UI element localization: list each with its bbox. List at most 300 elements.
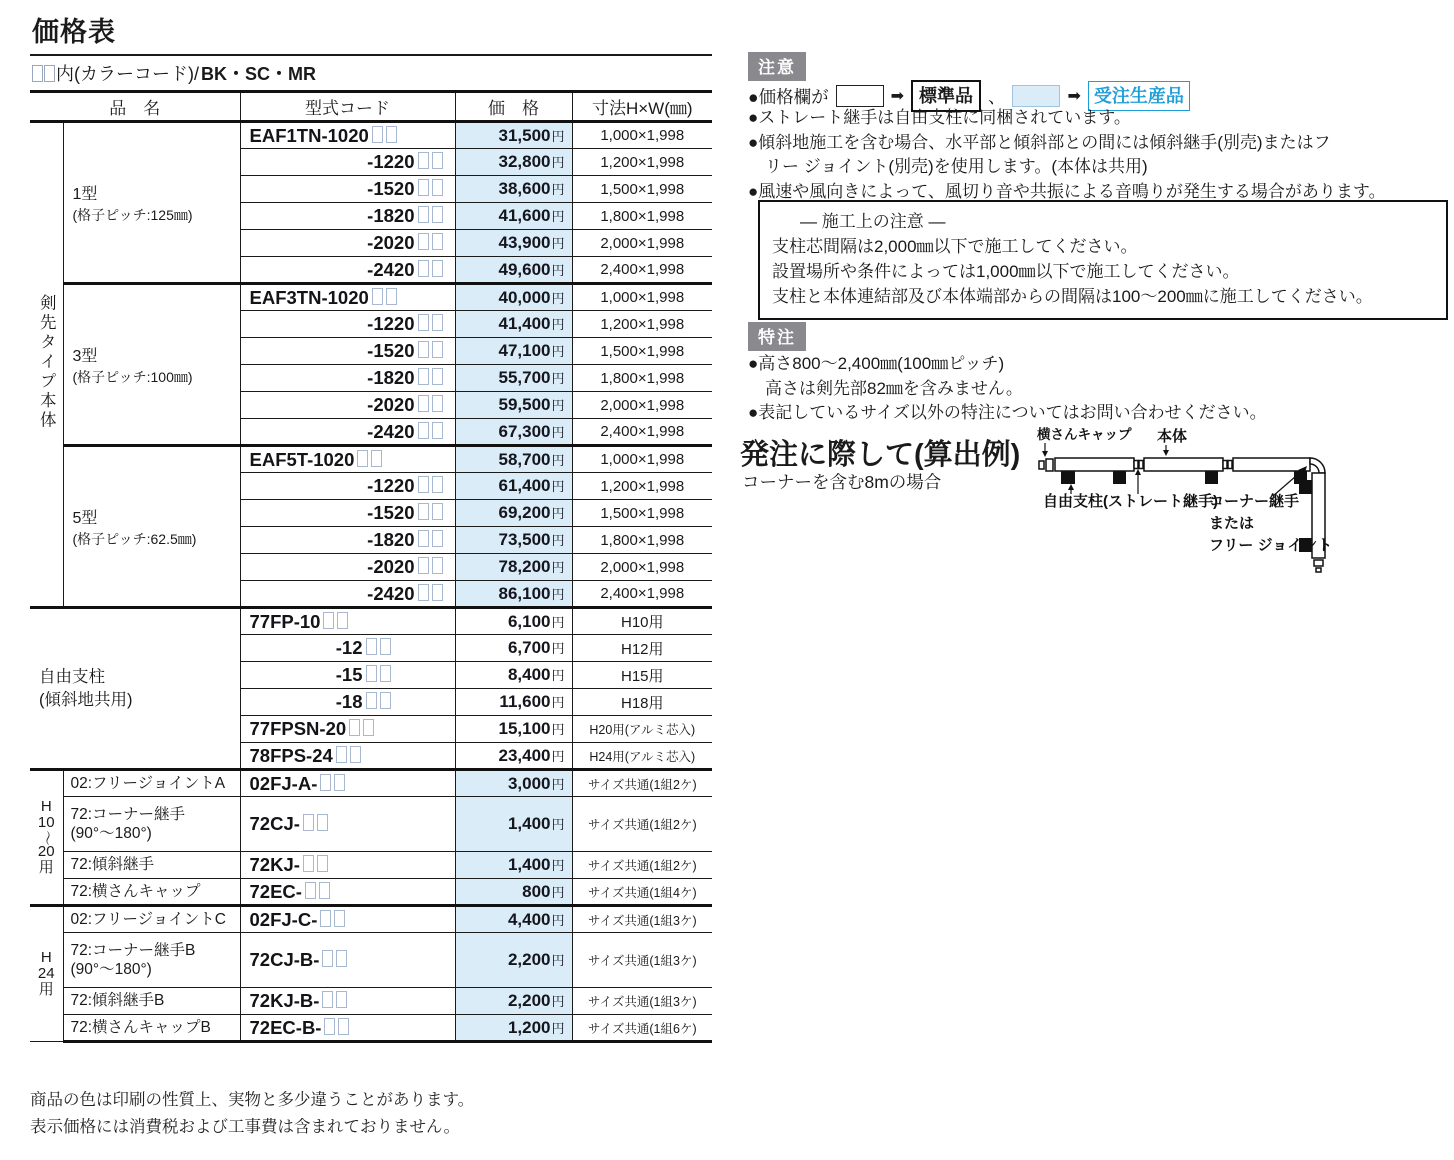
yen-suffix: 円 [551, 128, 565, 144]
price-cell [455, 527, 572, 554]
color-code-placeholder-icon [432, 233, 443, 250]
price-cell [455, 257, 572, 284]
price-value: 8,400 [507, 665, 551, 684]
price-value: 800 [522, 881, 551, 901]
product-name-cell: 72:横さんキャップB [63, 1015, 240, 1042]
construction-box-title: ― 施工上の注意 ― [800, 212, 946, 231]
model-code-cell [240, 554, 455, 581]
body-label: 本体 [1157, 428, 1188, 445]
notice-bullet: ●傾斜地施工を含む場合、水平部と傾斜部との間には傾斜継手(別売)またはフ [748, 132, 1331, 152]
color-code-placeholder-icon [319, 882, 330, 899]
table-row [30, 852, 712, 879]
model-code-cell [240, 500, 455, 527]
color-code-placeholder-icon [366, 692, 377, 709]
yen-suffix: 円 [551, 262, 565, 278]
price-value: 1,200 [507, 1017, 551, 1037]
price-cell [455, 392, 572, 419]
model-code-cell [240, 716, 455, 743]
price-value: 32,800 [498, 152, 551, 171]
model-code-cell [240, 689, 455, 716]
yen-suffix: 円 [551, 641, 565, 656]
color-code-placeholder-icon [432, 314, 443, 331]
price-value: 78,200 [498, 557, 551, 576]
model-code-text: 72CJ-B- [249, 949, 320, 970]
color-code-placeholder-icon [350, 746, 361, 763]
model-code-text: -2420 [367, 258, 415, 280]
yen-suffix: 円 [551, 290, 565, 306]
color-code-placeholder-icon [320, 774, 331, 791]
price-value: 11,600 [499, 692, 551, 711]
color-code-placeholder-icon [418, 314, 429, 331]
dimension-cell: 1,800×1,998 [572, 365, 712, 392]
price-value: 61,400 [498, 476, 551, 495]
footer-note: 表示価格には消費税および工事費は含まれておりません。 [30, 1118, 460, 1136]
price-value: 15,100 [498, 719, 551, 738]
price-value: 58,700 [498, 449, 551, 469]
yen-suffix: 円 [551, 668, 565, 683]
color-code-placeholder-icon [305, 882, 316, 899]
model-code-text: -2020 [367, 394, 415, 415]
notice-bullet: ●ストレート継手は自由支柱に同梱されています。 [748, 108, 1131, 127]
color-code-placeholder-icon [338, 1018, 349, 1035]
dimension-cell: 1,200×1,998 [572, 149, 712, 176]
group-label-part: 10 [37, 814, 55, 832]
model-code-cell [240, 392, 455, 419]
price-cell [455, 176, 572, 203]
color-code-placeholder-icon [432, 476, 443, 493]
price-cell [455, 797, 572, 852]
model-code-text: -2420 [367, 420, 415, 442]
yen-suffix: 円 [551, 722, 565, 737]
construction-notice-box [758, 200, 1448, 320]
table-row [30, 446, 712, 473]
price-cell [455, 419, 572, 446]
color-code-placeholder-icon [303, 814, 314, 831]
dimension-cell: 1,000×1,998 [572, 122, 712, 149]
color-code-placeholder-icon [418, 557, 429, 574]
color-code-placeholder-icon [380, 692, 391, 709]
subgroup-name: 1型 [72, 185, 98, 203]
price-value: 2,200 [507, 991, 551, 1010]
construction-line: 支柱と本体連結部及び本体端部からの間隔は100〜200㎜に施工してください。 [772, 287, 1373, 306]
group-label: 剣先タイプ本体 [37, 293, 56, 431]
table-row [30, 770, 712, 797]
model-code-text: 72CJ- [249, 813, 300, 834]
dimension-cell: サイズ共通(1組4ケ) [572, 879, 712, 906]
notice-bullet-cont: リー ジョイント(別売)を使用します。(本体は共用) [765, 157, 1148, 176]
color-code-placeholder-icon [432, 395, 443, 412]
yen-suffix: 円 [551, 317, 565, 332]
group-cell-kensaki [30, 122, 63, 608]
price-value: 3,000 [507, 773, 551, 793]
color-code-placeholder-icon [418, 260, 429, 277]
product-name: 72:コーナー継手B [70, 941, 196, 959]
color-code-placeholder-icon [322, 950, 333, 967]
product-name: 72:コーナー継手 [70, 805, 186, 823]
blue-price-box-icon [1012, 85, 1060, 107]
yen-suffix: 円 [551, 748, 565, 764]
model-code-cell [240, 527, 455, 554]
price-cell [455, 906, 572, 933]
color-code-placeholder-icon [366, 665, 377, 682]
color-code-placeholder-icon [372, 126, 383, 143]
price-value: 23,400 [498, 745, 551, 765]
color-code-placeholder-icon [372, 288, 383, 305]
model-code-cell [240, 662, 455, 689]
corner-joint [1310, 458, 1325, 473]
price-value: 49,600 [498, 259, 551, 279]
custom-order-section-label: 特注 [748, 322, 806, 351]
construction-line: 設置場所や条件によっては1,000㎜以下で施工してください。 [772, 262, 1240, 281]
dimension-cell: 1,200×1,998 [572, 311, 712, 338]
price-cell [455, 662, 572, 689]
post-label: 自由支柱(ストレート継手) [1043, 493, 1218, 510]
model-code-cell [240, 176, 455, 203]
ordering-section-subtitle: コーナーを含む8mの場合 [742, 472, 942, 492]
model-code-cell [240, 419, 455, 446]
price-value: 41,600 [498, 206, 551, 225]
price-cell [455, 230, 572, 257]
price-value: 4,400 [507, 909, 551, 929]
color-code-placeholder-icon [432, 341, 443, 358]
yen-suffix: 円 [551, 884, 565, 900]
right-arrow-icon: ➡ [1067, 88, 1081, 105]
price-cell [455, 122, 572, 149]
yen-suffix: 円 [551, 953, 565, 968]
straight-joint [1139, 461, 1143, 469]
dimension-cell: 1,000×1,998 [572, 446, 712, 473]
price-cell [455, 716, 572, 743]
product-name-cell: 72:傾斜継手 [63, 852, 240, 879]
made-to-order-badge: 受注生産品 [1088, 81, 1190, 111]
product-name-cell: 02:フリージョイントC [63, 906, 240, 933]
price-value: 38,600 [498, 179, 551, 198]
model-code-cell [240, 203, 455, 230]
model-code-cell [240, 122, 455, 149]
model-code-text: 02FJ-A- [249, 772, 318, 794]
color-code-placeholder-icon [380, 638, 391, 655]
yen-suffix: 円 [551, 452, 565, 468]
model-code-cell [240, 1015, 455, 1042]
color-code-placeholder-icon [336, 746, 347, 763]
price-value: 67,300 [498, 421, 551, 441]
group-label-part: 20 [37, 842, 55, 860]
model-code-text: 72KJ- [249, 854, 300, 875]
color-code-placeholder-icon [386, 288, 397, 305]
color-code-placeholder-icon [418, 179, 429, 196]
price-cell [455, 635, 572, 662]
group-name-2: (傾斜地共用) [39, 690, 133, 709]
color-code-placeholder-icon [336, 991, 347, 1008]
color-code-placeholder-icon [366, 638, 377, 655]
model-code-cell [240, 257, 455, 284]
color-code-placeholder-icon [418, 503, 429, 520]
col-header-code: 型式コード [240, 93, 455, 122]
yen-suffix: 円 [551, 614, 565, 630]
model-code-cell [240, 365, 455, 392]
group-cell-h24 [30, 906, 63, 1042]
notice-bullet: ●風速や風向きによって、風切り音や共振による音鳴りが発生する場合があります。 [748, 181, 1386, 201]
dimension-cell: H18用 [572, 689, 712, 716]
color-code-placeholder-icon [432, 260, 443, 277]
model-code-cell [240, 284, 455, 311]
dimension-cell: 2,000×1,998 [572, 230, 712, 257]
color-code-placeholder-icon [386, 126, 397, 143]
end-cap-shape [1314, 560, 1323, 566]
dimension-cell: 1,800×1,998 [572, 203, 712, 230]
price-value: 43,900 [498, 233, 551, 252]
yen-suffix: 円 [551, 586, 565, 602]
yen-suffix: 円 [551, 533, 565, 548]
free-post [1299, 480, 1312, 494]
dimension-cell: H20用(アルミ芯入) [572, 716, 712, 743]
color-code-placeholder-icon [317, 855, 328, 872]
model-code-text: 72EC- [249, 880, 302, 902]
group-label-part: H [40, 798, 52, 816]
color-code-placeholder-icon [324, 1018, 335, 1035]
color-code-placeholder-icon [32, 65, 43, 82]
color-code-placeholder-icon [357, 450, 368, 467]
ordering-section-title: 発注に際して(算出例) [740, 439, 1021, 471]
corner-label-line3: フリー ジョイント [1209, 537, 1333, 554]
dimension-cell: サイズ共通(1組3ケ) [572, 933, 712, 988]
price-value: 86,100 [498, 583, 551, 603]
subgroup-pitch: (格子ピッチ:125㎜) [72, 206, 193, 223]
price-value: 41,400 [498, 314, 551, 333]
table-row [30, 122, 712, 149]
dimension-cell: 1,200×1,998 [572, 473, 712, 500]
dimension-cell: サイズ共通(1組6ケ) [572, 1015, 712, 1042]
footer-note: 商品の色は印刷の性質上、実物と多少違うことがあります。 [30, 1091, 475, 1109]
table-row [30, 284, 712, 311]
yen-suffix: 円 [551, 858, 565, 873]
model-code-cell [240, 581, 455, 608]
corner-label-line2: または [1209, 515, 1255, 532]
end-cap-shape [1039, 461, 1044, 469]
color-code-placeholder-icon [363, 719, 374, 736]
fence-panel [1144, 458, 1223, 471]
color-code-placeholder-icon [320, 910, 331, 927]
yen-suffix: 円 [551, 236, 565, 251]
yen-suffix: 円 [551, 817, 565, 832]
fence-run-horizontal [1039, 458, 1310, 484]
price-cell [455, 581, 572, 608]
ordering-example-diagram [1033, 426, 1345, 578]
model-code-text: -1220 [367, 475, 415, 496]
model-code-text: -1520 [367, 340, 415, 361]
color-code-placeholder-icon [322, 991, 333, 1008]
model-code-text: -1520 [367, 502, 415, 523]
pointer-arrow [1163, 445, 1169, 456]
price-value: 1,400 [507, 814, 551, 833]
price-value: 2,200 [507, 950, 551, 969]
yen-suffix: 円 [551, 398, 565, 413]
fence-panel [1055, 458, 1134, 471]
model-code-text: -1820 [367, 529, 415, 550]
yen-suffix: 円 [551, 994, 565, 1009]
dimension-cell: H12用 [572, 635, 712, 662]
price-table [30, 93, 712, 1043]
price-cell [455, 500, 572, 527]
model-code-text: -1820 [367, 367, 415, 388]
dimension-cell: 2,000×1,998 [572, 392, 712, 419]
free-post [1061, 471, 1075, 484]
color-code-placeholder-icon [418, 152, 429, 169]
price-cell [455, 149, 572, 176]
header-row [30, 93, 712, 122]
color-code-placeholder-icon [349, 719, 360, 736]
model-code-cell [240, 473, 455, 500]
price-value: 59,500 [498, 395, 551, 414]
table-row [30, 797, 712, 852]
dimension-cell: 1,000×1,998 [572, 284, 712, 311]
product-name-cell: 72:傾斜継手B [63, 988, 240, 1015]
dimension-cell: 2,400×1,998 [572, 581, 712, 608]
product-name-cell: 72:横さんキャップ [63, 879, 240, 906]
model-code-text: 78FPS-24 [249, 744, 333, 766]
model-code-cell [240, 933, 455, 988]
custom-order-line: ●高さ800〜2,400㎜(100㎜ピッチ) [748, 354, 1005, 373]
dimension-cell: H15用 [572, 662, 712, 689]
model-code-text: 77FP-10 [249, 610, 321, 632]
subgroup-cell-type5 [63, 446, 240, 608]
group-label-part: H [40, 948, 52, 966]
standard-product-badge: 標準品 [911, 80, 981, 112]
free-post [1205, 471, 1218, 484]
product-name-2: (90°〜180°) [70, 961, 152, 978]
table-row [30, 933, 712, 988]
col-header-price: 価 格 [455, 93, 572, 122]
price-value: 31,500 [498, 125, 551, 145]
fence-panel [1233, 458, 1310, 471]
subgroup-cell-type1 [63, 122, 240, 284]
color-code-placeholder-icon [418, 476, 429, 493]
legend-comma: 、 [987, 86, 1006, 107]
model-code-cell [240, 797, 455, 852]
group-label-part: 24 [37, 964, 55, 982]
model-code-text: -2420 [367, 582, 415, 604]
color-code-placeholder-icon [432, 530, 443, 547]
subgroup-name: 5型 [72, 509, 98, 527]
model-code-cell [240, 743, 455, 770]
color-code-placeholder-icon [418, 341, 429, 358]
table-row [30, 1015, 712, 1042]
dimension-cell: サイズ共通(1組3ケ) [572, 906, 712, 933]
custom-order-line: ●表記しているサイズ以外の特注についてはお問い合わせください。 [748, 403, 1267, 422]
notice-bullet-list [748, 106, 1386, 204]
color-code-placeholder-icon [380, 665, 391, 682]
product-name-cell [63, 797, 240, 852]
model-code-text: EAF5T-1020 [249, 448, 355, 470]
group-label-part: 用 [38, 858, 54, 876]
table-row [30, 608, 712, 635]
yen-suffix: 円 [551, 182, 565, 197]
custom-order-notes [748, 352, 1267, 426]
yen-suffix: 円 [551, 695, 565, 710]
color-code-placeholder-icon [317, 814, 328, 831]
group-label-stack [30, 799, 63, 876]
dimension-cell: 1,500×1,998 [572, 500, 712, 527]
dimension-cell: 2,400×1,998 [572, 257, 712, 284]
price-value: 69,200 [498, 503, 551, 522]
notice-section-label: 注意 [748, 52, 806, 81]
color-code-note [30, 56, 712, 93]
price-cell [455, 770, 572, 797]
yen-suffix: 円 [551, 424, 565, 440]
group-name: 自由支柱 [39, 668, 105, 687]
group-cell-jiyushichu [30, 608, 240, 770]
color-code-placeholder-icon [334, 774, 345, 791]
dimension-cell: H10用 [572, 608, 712, 635]
color-code-placeholder-icon [418, 206, 429, 223]
model-code-text: -18 [335, 691, 363, 712]
color-code-placeholder-icon [432, 422, 443, 439]
color-code-placeholder-icon [418, 584, 429, 601]
table-row [30, 906, 712, 933]
color-code-placeholder-icon [432, 206, 443, 223]
color-code-placeholder-icon [432, 557, 443, 574]
color-code-placeholder-icon [418, 530, 429, 547]
model-code-cell [240, 149, 455, 176]
table-row [30, 988, 712, 1015]
dimension-cell: 2,400×1,998 [572, 419, 712, 446]
yen-suffix: 円 [551, 209, 565, 224]
model-code-cell [240, 446, 455, 473]
yen-suffix: 円 [551, 371, 565, 386]
color-code-note-text: 内(カラーコード)/ [56, 64, 199, 84]
dimension-cell: サイズ共通(1組2ケ) [572, 770, 712, 797]
model-code-text: EAF1TN-1020 [249, 124, 369, 146]
price-value: 6,100 [507, 611, 551, 631]
price-cell [455, 988, 572, 1015]
color-code-placeholder-icon [418, 395, 429, 412]
dimension-cell: H24用(アルミ芯入) [572, 743, 712, 770]
yen-suffix: 円 [551, 776, 565, 792]
right-arrow-icon: ➡ [890, 88, 904, 105]
price-list-panel [30, 8, 712, 1043]
subgroup-name: 3型 [72, 347, 98, 365]
color-code-placeholder-icon [303, 855, 314, 872]
cap-label: 横さんキャップ [1037, 427, 1132, 442]
color-code-placeholder-icon [334, 910, 345, 927]
table-row [30, 879, 712, 906]
price-cell [455, 743, 572, 770]
price-value: 55,700 [498, 368, 551, 387]
model-code-cell [240, 988, 455, 1015]
color-code-placeholder-icon [432, 179, 443, 196]
color-code-placeholder-icon [432, 503, 443, 520]
dimension-cell: 1,500×1,998 [572, 338, 712, 365]
model-code-text: -2020 [367, 232, 415, 253]
pointer-arrow [1042, 443, 1048, 457]
straight-joint [1134, 461, 1138, 469]
price-cell [455, 446, 572, 473]
model-code-text: -15 [335, 664, 363, 685]
group-label-stack [30, 950, 63, 999]
model-code-cell [240, 770, 455, 797]
yen-suffix: 円 [551, 479, 565, 494]
model-code-cell [240, 338, 455, 365]
dimension-cell: 2,000×1,998 [572, 554, 712, 581]
model-code-text: -1820 [367, 205, 415, 226]
price-value: 73,500 [498, 530, 551, 549]
model-code-cell [240, 906, 455, 933]
col-header-name: 品 名 [30, 93, 240, 122]
subgroup-pitch: (格子ピッチ:62.5㎜) [72, 530, 197, 547]
color-code-placeholder-icon [432, 584, 443, 601]
model-code-text: -2020 [367, 556, 415, 577]
page-title: 価格表 [30, 8, 712, 56]
